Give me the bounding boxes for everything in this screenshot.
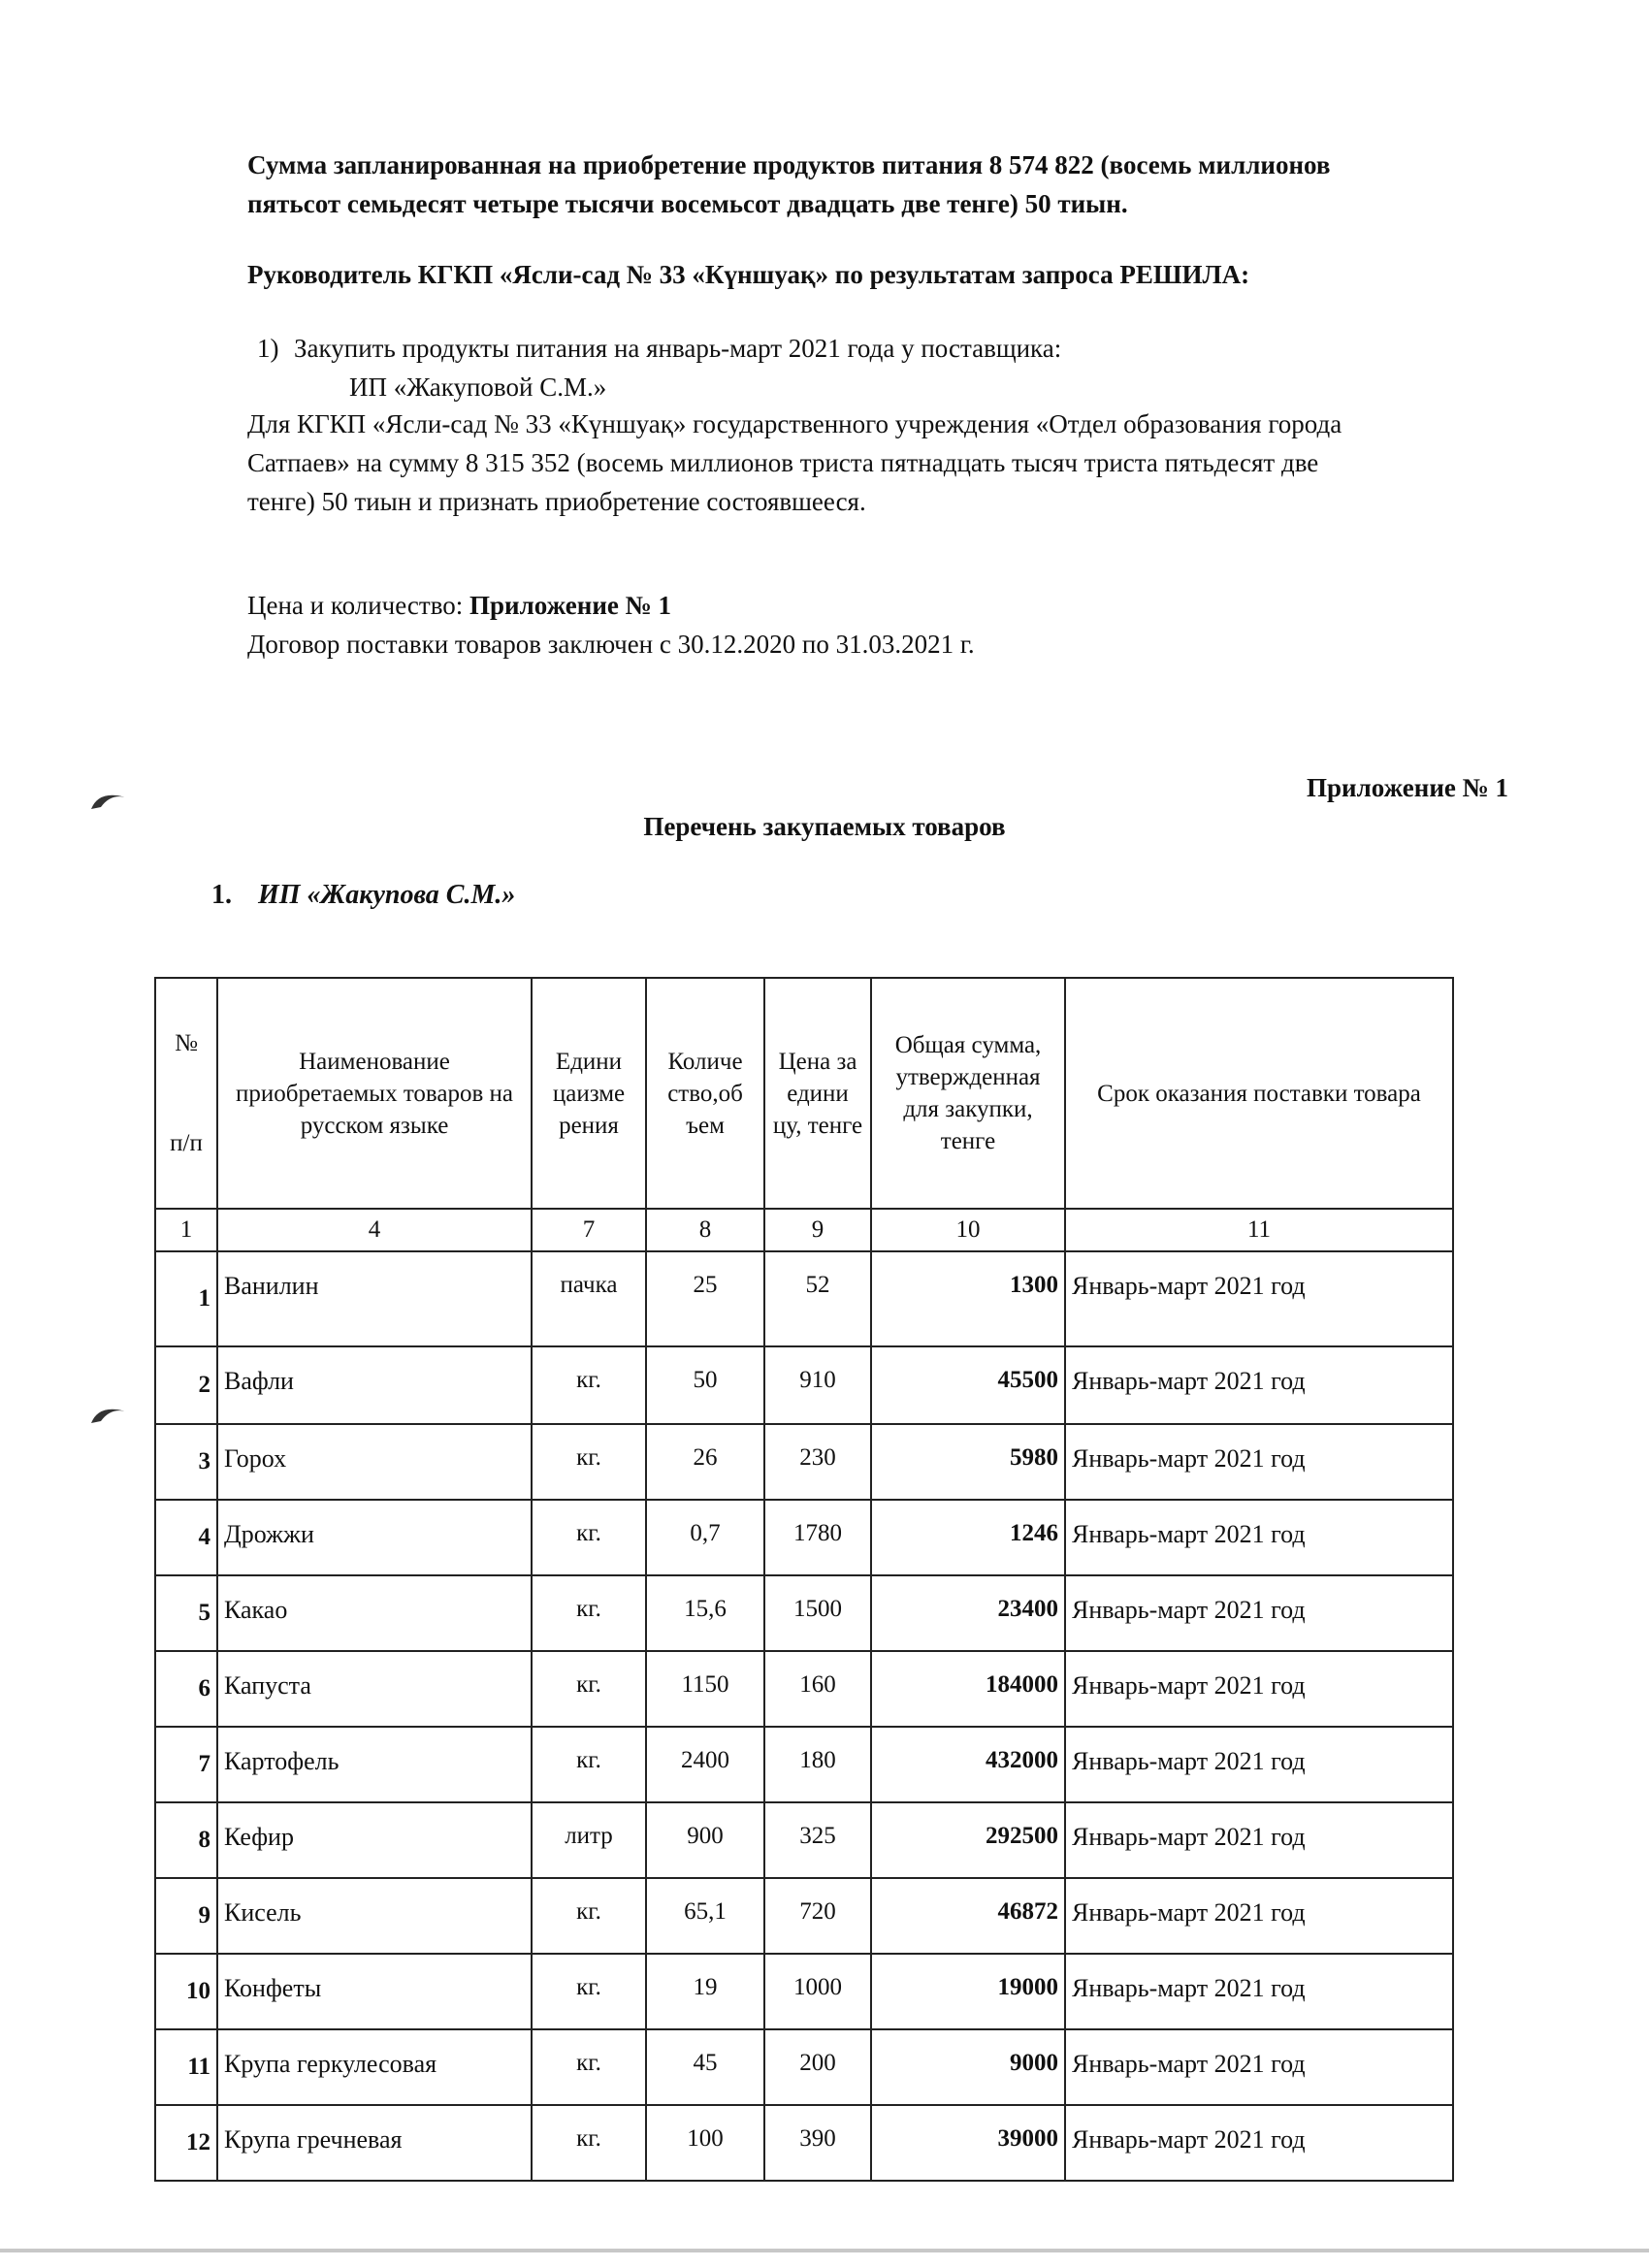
row-quantity: 50 — [646, 1346, 764, 1424]
supplier-heading — [211, 880, 515, 911]
column-number: 11 — [1065, 1209, 1453, 1251]
row-price: 720 — [764, 1878, 871, 1954]
row-quantity: 2400 — [646, 1727, 764, 1802]
row-delivery-term: Январь-март 2021 год — [1065, 1346, 1453, 1424]
table-row — [155, 2029, 1453, 2105]
row-total: 184000 — [871, 1651, 1065, 1727]
row-quantity: 100 — [646, 2105, 764, 2181]
row-delivery-term: Январь-март 2021 год — [1065, 2029, 1453, 2105]
row-price: 180 — [764, 1727, 871, 1802]
row-delivery-term: Январь-март 2021 год — [1065, 1251, 1453, 1346]
row-delivery-term: Январь-март 2021 год — [1065, 1500, 1453, 1575]
row-unit: кг. — [532, 1651, 646, 1727]
row-delivery-term: Январь-март 2021 год — [1065, 1575, 1453, 1651]
row-delivery-term: Январь-март 2021 год — [1065, 1651, 1453, 1727]
row-item-name: Вафли — [217, 1346, 532, 1424]
header-price: Цена за едини цу, тенге — [764, 978, 871, 1209]
table-row — [155, 1954, 1453, 2029]
table-row — [155, 1651, 1453, 1727]
column-number: 1 — [155, 1209, 217, 1251]
row-unit: кг. — [532, 1727, 646, 1802]
supplier-number: 1. — [211, 880, 232, 910]
row-total: 19000 — [871, 1954, 1065, 2029]
row-price: 200 — [764, 2029, 871, 2105]
row-item-name: Кисель — [217, 1878, 532, 1954]
row-item-name: Конфеты — [217, 1954, 532, 2029]
row-delivery-term: Январь-март 2021 год — [1065, 1727, 1453, 1802]
row-quantity: 0,7 — [646, 1500, 764, 1575]
row-total: 9000 — [871, 2029, 1065, 2105]
header-name: Наименование приобретаемых товаров на русском языке — [217, 978, 532, 1209]
header-quantity: Количе ство,об ъем — [646, 978, 764, 1209]
column-number: 4 — [217, 1209, 532, 1251]
header-number-pp: п/п — [170, 1130, 203, 1156]
column-number: 9 — [764, 1209, 871, 1251]
table-row — [155, 1424, 1453, 1500]
table-row — [155, 1802, 1453, 1878]
row-unit: кг. — [532, 1500, 646, 1575]
row-unit: кг. — [532, 1954, 646, 2029]
table-row — [155, 1575, 1453, 1651]
hole-punch-mark — [89, 1402, 130, 1427]
row-item-name: Какао — [217, 1575, 532, 1651]
row-unit: литр — [532, 1802, 646, 1878]
row-item-name: Дрожжи — [217, 1500, 532, 1575]
row-number: 6 — [155, 1651, 217, 1727]
supplier-name: ИП «Жакупова С.М.» — [258, 880, 516, 910]
row-total: 45500 — [871, 1346, 1065, 1424]
row-quantity: 26 — [646, 1424, 764, 1500]
row-item-name: Крупа геркулесовая — [217, 2029, 532, 2105]
column-number: 10 — [871, 1209, 1065, 1251]
appendix-title: Перечень закупаемых товаров — [643, 812, 1006, 841]
table-row — [155, 1251, 1453, 1346]
row-delivery-term: Январь-март 2021 год — [1065, 2105, 1453, 2181]
decision-item-line-1: Закупить продукты питания на январь-март 2021 года у поставщика: — [294, 334, 1062, 363]
row-total: 1246 — [871, 1500, 1065, 1575]
row-item-name: Крупа гречневая — [217, 2105, 532, 2181]
row-number: 3 — [155, 1424, 217, 1500]
row-item-name: Капуста — [217, 1651, 532, 1727]
header-number-sign: № — [175, 1030, 198, 1056]
header-unit: Едини цаизме рения — [532, 978, 646, 1209]
row-unit: кг. — [532, 2029, 646, 2105]
decision-item-supplier: ИП «Жакуповой С.М.» — [349, 373, 607, 402]
row-price: 910 — [764, 1346, 871, 1424]
scan-edge-line — [0, 2249, 1649, 2252]
row-number: 10 — [155, 1954, 217, 2029]
row-price: 1000 — [764, 1954, 871, 2029]
row-total: 1300 — [871, 1251, 1065, 1346]
table-row — [155, 1346, 1453, 1424]
column-number: 7 — [532, 1209, 646, 1251]
appendix-label: Приложение № 1 — [1307, 773, 1508, 802]
goods-table — [154, 977, 1454, 2182]
price-quantity-value: Приложение № 1 — [469, 591, 671, 620]
row-unit: кг. — [532, 1424, 646, 1500]
row-item-name: Картофель — [217, 1727, 532, 1802]
row-delivery-term: Январь-март 2021 год — [1065, 1878, 1453, 1954]
contract-line: Договор поставки товаров заключен с 30.12.2020 по 31.03.2021 г. — [247, 630, 975, 659]
row-unit: кг. — [532, 1346, 646, 1424]
table-row — [155, 1727, 1453, 1802]
price-quantity-line — [247, 586, 671, 625]
row-total: 46872 — [871, 1878, 1065, 1954]
row-number: 5 — [155, 1575, 217, 1651]
row-price: 1780 — [764, 1500, 871, 1575]
body-line-1: Для КГКП «Ясли-сад № 33 «Күншуақ» государственного учреждения «Отдел образования города — [247, 409, 1342, 438]
row-price: 52 — [764, 1251, 871, 1346]
row-number: 11 — [155, 2029, 217, 2105]
row-price: 325 — [764, 1802, 871, 1878]
price-quantity-label: Цена и количество: — [247, 591, 470, 620]
decision-item-1 — [257, 329, 1062, 368]
header-term: Срок оказания поставки товара — [1065, 978, 1453, 1209]
row-item-name: Горох — [217, 1424, 532, 1500]
row-price: 230 — [764, 1424, 871, 1500]
row-unit: кг. — [532, 1575, 646, 1651]
table-row — [155, 2105, 1453, 2181]
body-line-2: Сатпаев» на сумму 8 315 352 (восемь миллионов триста пятнадцать тысяч триста пятьдесят две — [247, 448, 1319, 477]
row-number: 2 — [155, 1346, 217, 1424]
row-number: 1 — [155, 1251, 217, 1346]
row-unit: кг. — [532, 2105, 646, 2181]
table-row — [155, 1500, 1453, 1575]
row-quantity: 1150 — [646, 1651, 764, 1727]
table-row — [155, 1878, 1453, 1954]
table-column-numbers-row — [155, 1209, 1453, 1251]
row-total: 39000 — [871, 2105, 1065, 2181]
header-number — [155, 978, 217, 1209]
header-total: Общая сумма, утвержденная для закупки, тенге — [871, 978, 1065, 1209]
row-number: 12 — [155, 2105, 217, 2181]
row-total: 5980 — [871, 1424, 1065, 1500]
row-delivery-term: Январь-март 2021 год — [1065, 1802, 1453, 1878]
row-quantity: 19 — [646, 1954, 764, 2029]
decision-heading: Руководитель КГКП «Ясли-сад № 33 «Күншуақ» по результатам запроса РЕШИЛА: — [247, 260, 1250, 289]
row-quantity: 45 — [646, 2029, 764, 2105]
row-item-name: Ванилин — [217, 1251, 532, 1346]
row-number: 7 — [155, 1727, 217, 1802]
row-quantity: 25 — [646, 1251, 764, 1346]
row-price: 1500 — [764, 1575, 871, 1651]
intro-line-1: Сумма запланированная на приобретение продуктов питания 8 574 822 (восемь миллионов — [247, 150, 1331, 179]
table-header-row — [155, 978, 1453, 1209]
row-unit: кг. — [532, 1878, 646, 1954]
column-number: 8 — [646, 1209, 764, 1251]
row-quantity: 65,1 — [646, 1878, 764, 1954]
hole-punch-mark — [89, 788, 130, 813]
row-number: 8 — [155, 1802, 217, 1878]
body-line-3: тенге) 50 тиын и признать приобретение состоявшееся. — [247, 487, 866, 516]
row-quantity: 15,6 — [646, 1575, 764, 1651]
row-price: 390 — [764, 2105, 871, 2181]
intro-line-2: пятьсот семьдесят четыре тысячи восемьсот двадцать две тенге) 50 тиын. — [247, 189, 1128, 218]
row-item-name: Кефир — [217, 1802, 532, 1878]
row-delivery-term: Январь-март 2021 год — [1065, 1424, 1453, 1500]
table-body — [155, 1251, 1453, 2181]
row-number: 4 — [155, 1500, 217, 1575]
row-unit: пачка — [532, 1251, 646, 1346]
row-delivery-term: Январь-март 2021 год — [1065, 1954, 1453, 2029]
row-total: 23400 — [871, 1575, 1065, 1651]
decision-item-number: 1) — [257, 334, 279, 363]
row-price: 160 — [764, 1651, 871, 1727]
row-number: 9 — [155, 1878, 217, 1954]
row-quantity: 900 — [646, 1802, 764, 1878]
row-total: 432000 — [871, 1727, 1065, 1802]
row-total: 292500 — [871, 1802, 1065, 1878]
